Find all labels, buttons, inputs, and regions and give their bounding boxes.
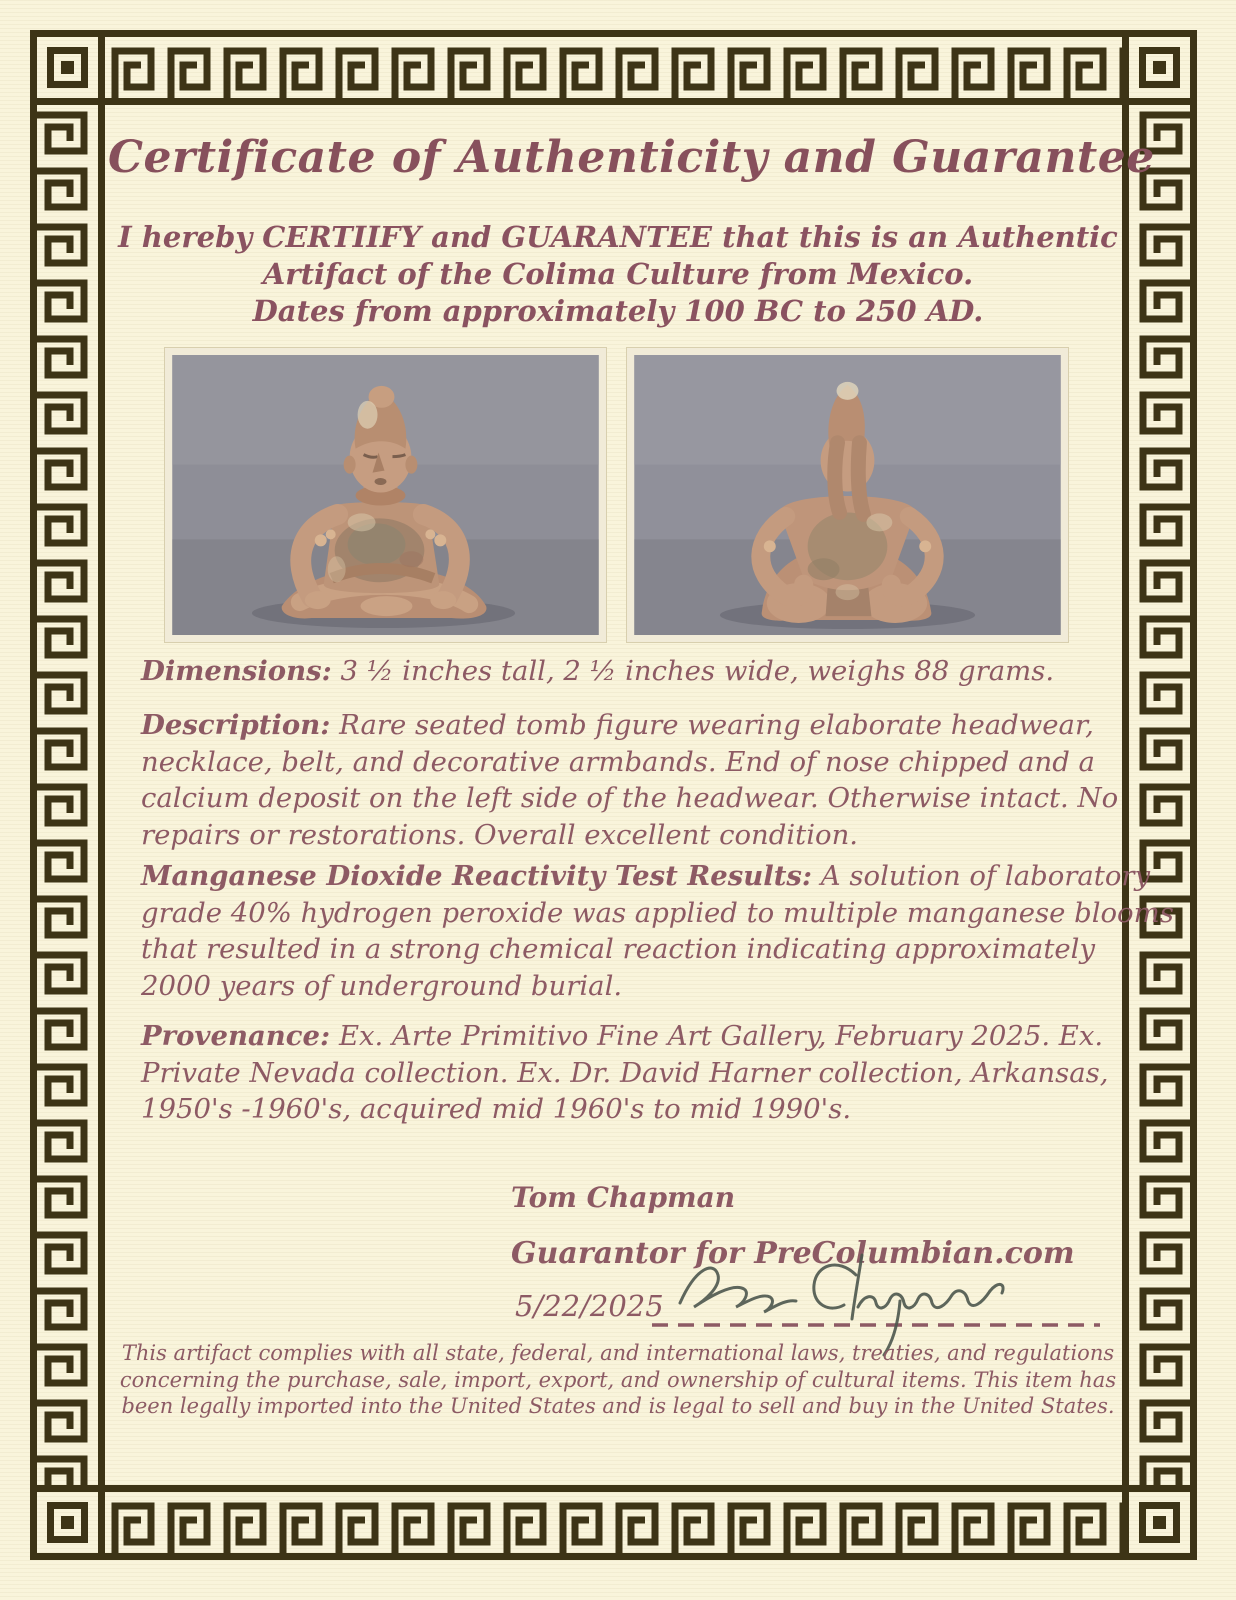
figurine-back-illustration — [634, 355, 1061, 635]
provenance-label: Provenance: — [141, 1020, 331, 1052]
artifact-photo-back — [626, 347, 1069, 643]
figurine-front-illustration — [172, 355, 599, 635]
test-results-line-4: 2000 years of underground burial. — [141, 969, 623, 1002]
artifact-photos — [164, 347, 1069, 643]
test-results-line-2: grade 40% hydrogen peroxide was applied to multiple manganese blooms — [141, 896, 1174, 929]
provenance-line-1: Ex. Arte Primitivo Fine Art Gallery, February 2025. Ex. — [338, 1020, 1104, 1052]
artifact-photo-front — [164, 347, 607, 643]
legal-disclaimer — [108, 1340, 1128, 1420]
certification-statement — [108, 219, 1128, 330]
description-line-2: necklace, belt, and decorative armbands. End of nose chipped and a — [141, 745, 1095, 778]
statement-line-3: Dates from approximately 100 BC to 250 AD. — [252, 294, 984, 328]
page-title: Certificate of Authenticity and Guarantee — [108, 132, 1155, 183]
provenance-line-3: 1950's -1960's, acquired mid 1960's to mid 1990's. — [141, 1093, 852, 1125]
description-line-3: calcium deposit on the left side of the headwear. Otherwise intact. No — [141, 782, 1119, 814]
section-description — [141, 707, 1131, 853]
signatory-role: Guarantor for PreColumbian.com — [511, 1236, 1075, 1271]
dimensions-text: 3 ½ inches tall, 2 ½ inches wide, weighs 88 grams. — [340, 655, 1055, 687]
test-results-line-1: A solution of laboratory — [820, 860, 1151, 892]
statement-line-1: I hereby CERTIIFY and GUARANTEE that this is an Authentic — [118, 220, 1118, 254]
test-results-line-3: that resulted in a strong chemical reaction indicating approximately — [141, 933, 1095, 965]
section-dimensions — [141, 653, 1131, 690]
statement-line-2: Artifact of the Colima Culture from Mexico. — [262, 257, 974, 291]
description-label: Description: — [141, 709, 331, 741]
legal-line-1: This artifact complies with all state, federal, and international laws, treaties, and regulations — [121, 1341, 1115, 1365]
section-provenance — [141, 1018, 1131, 1128]
section-test-results — [141, 858, 1174, 1004]
description-line-4: repairs or restorations. Overall excellent condition. — [141, 818, 859, 851]
dimensions-label: Dimensions: — [141, 655, 332, 687]
description-line-1: Rare seated tomb figure wearing elaborate headwear, — [339, 709, 1094, 741]
test-results-label: Manganese Dioxide Reactivity Test Results: — [141, 860, 813, 892]
signature-date: 5/22/2025 — [515, 1289, 664, 1323]
legal-line-2: concerning the purchase, sale, import, export, and ownership of cultural items. This item has — [119, 1367, 1117, 1392]
legal-line-3: been legally imported into the United States and is legal to sell and buy in the United States. — [121, 1394, 1115, 1418]
provenance-line-2: Private Nevada collection. Ex. Dr. David Harner collection, Arkansas, — [141, 1056, 1109, 1089]
signatory-name: Tom Chapman — [511, 1181, 736, 1214]
